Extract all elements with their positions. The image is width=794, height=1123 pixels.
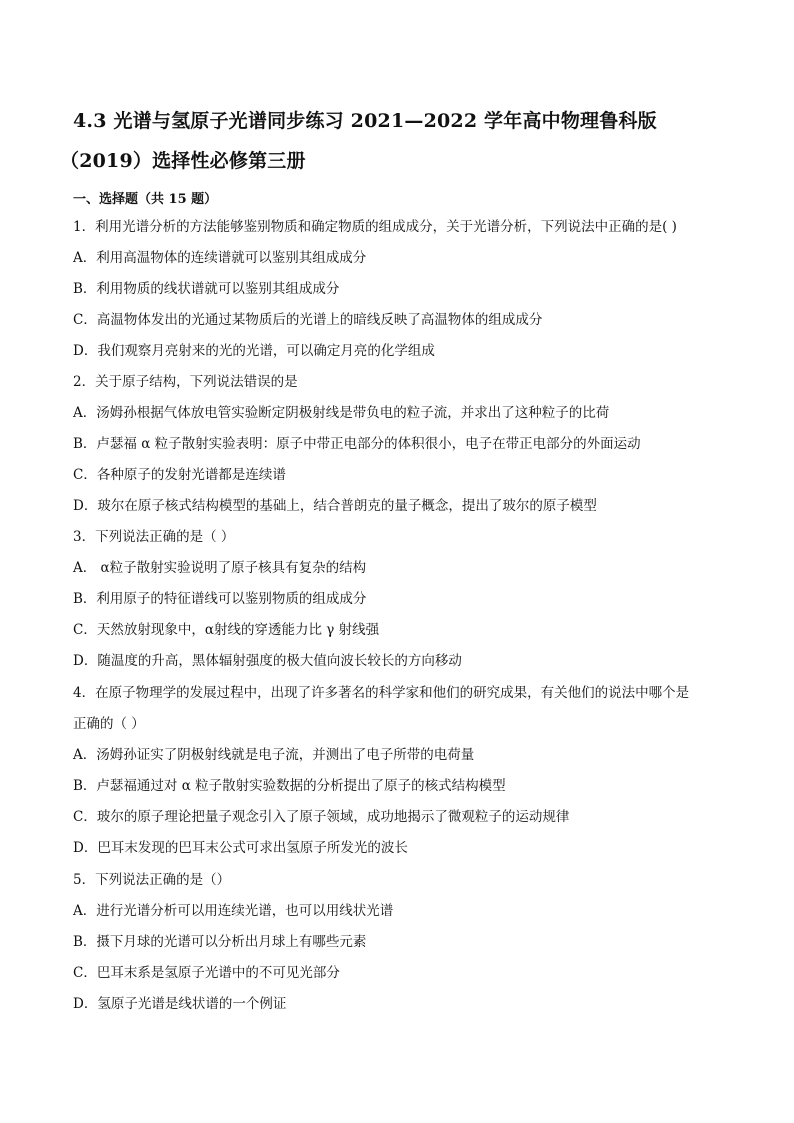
q4-option-d: D．巴耳末发现的巴耳末公式可求出氢原子所发光的波长 bbox=[73, 840, 408, 856]
question-3: 3．下列说法正确的是（ ） bbox=[73, 529, 235, 545]
q2-option-b: B．卢瑟福 α 粒子散射实验表明：原子中带正电部分的体积很小，电子在带正电部分的外面运动 bbox=[73, 436, 641, 452]
q1-option-b: B．利用物质的线状谱就可以鉴别其组成成分 bbox=[73, 281, 340, 297]
document-title-line-2: （2019）选择性必修第三册 bbox=[60, 150, 306, 172]
q5-option-a: A．进行光谱分析可以用连续光谱，也可以用线状光谱 bbox=[73, 903, 394, 919]
document-title-line-1: 4.3 光谱与氢原子光谱同步练习 2021—2022 学年高中物理鲁科版 bbox=[73, 110, 657, 132]
question-4-continued: 正确的（ ） bbox=[73, 716, 145, 732]
q3-option-d: D．随温度的升高，黑体辐射强度的极大值向波长较长的方向移动 bbox=[73, 653, 462, 669]
question-5: 5．下列说法正确的是（） bbox=[73, 872, 231, 888]
question-4: 4．在原子物理学的发展过程中，出现了许多著名的科学家和他们的研究成果，有关他们的说法中哪个是 bbox=[73, 685, 690, 701]
q1-option-c: C．高温物体发出的光通过某物质后的光谱上的暗线反映了高温物体的组成成分 bbox=[73, 312, 543, 328]
question-1: 1．利用光谱分析的方法能够鉴别物质和确定物质的组成成分，关于光谱分析，下列说法中正确的是( ) bbox=[73, 219, 677, 235]
q2-option-d: D．玻尔在原子核式结构模型的基础上，结合普朗克的量子概念，提出了玻尔的原子模型 bbox=[73, 498, 597, 514]
q4-option-b: B．卢瑟福通过对 α 粒子散射实验数据的分析提出了原子的核式结构模型 bbox=[73, 778, 506, 794]
q1-option-a: A．利用高温物体的连续谱就可以鉴别其组成成分 bbox=[73, 250, 367, 266]
q2-option-a: A．汤姆孙根据气体放电管实验断定阴极射线是带负电的粒子流，并求出了这种粒子的比荷 bbox=[73, 405, 610, 421]
q3-option-a: A． α粒子散射实验说明了原子核具有复杂的结构 bbox=[73, 560, 367, 576]
q1-option-d: D．我们观察月亮射来的光的光谱，可以确定月亮的化学组成 bbox=[73, 343, 435, 359]
q4-option-a: A．汤姆孙证实了阴极射线就是电子流，并测出了电子所带的电荷量 bbox=[73, 747, 475, 763]
q5-option-c: C．巴耳末系是氢原子光谱中的不可见光部分 bbox=[73, 965, 340, 981]
q4-option-c: C．玻尔的原子理论把量子观念引入了原子领域，成功地揭示了微观粒子的运动规律 bbox=[73, 809, 570, 825]
q5-option-b: B．摄下月球的光谱可以分析出月球上有哪些元素 bbox=[73, 934, 367, 950]
q5-option-d: D．氢原子光谱是线状谱的一个例证 bbox=[73, 996, 287, 1012]
question-2: 2．关于原子结构，下列说法错误的是 bbox=[73, 374, 298, 390]
q2-option-c: C．各种原子的发射光谱都是连续谱 bbox=[73, 467, 286, 483]
q3-option-b: B．利用原子的特征谱线可以鉴别物质的组成成分 bbox=[73, 591, 367, 607]
section-heading: 一、选择题（共 15 题） bbox=[73, 192, 218, 207]
q3-option-c: C．天然放射现象中，α射线的穿透能力比 γ 射线强 bbox=[73, 622, 380, 638]
